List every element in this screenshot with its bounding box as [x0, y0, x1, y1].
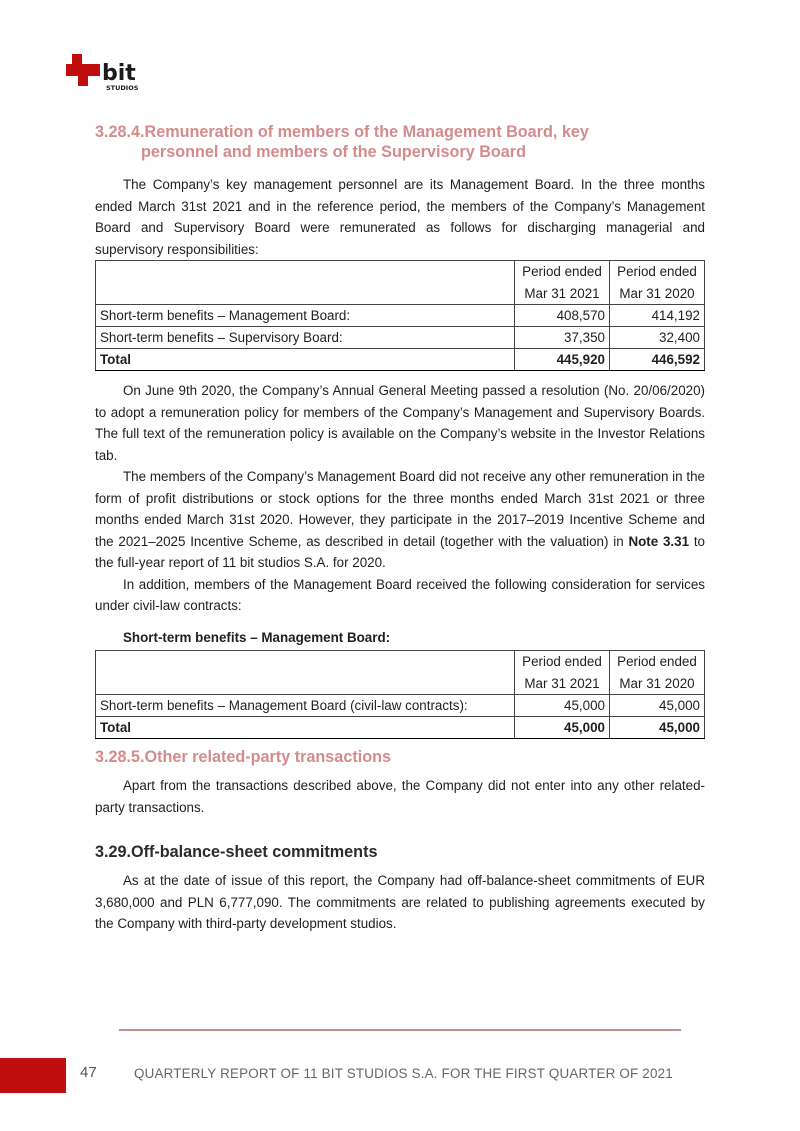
table-header-row: [96, 261, 705, 305]
row-value-2020: 32,400: [610, 327, 705, 349]
paragraph-civil-law: In addition, members of the Management Board received the following consideration for services under civil-law contracts:: [95, 576, 705, 613]
section-heading-related-party: 3.28.5.Other related-party transactions: [95, 748, 391, 766]
heading-line-1: 3.28.4.Remuneration of members of the Management Board, key: [95, 123, 589, 141]
footer-divider: [119, 1029, 681, 1031]
logo-subtext: STUDIOS: [106, 84, 139, 92]
row-value-2021: 37,350: [515, 327, 610, 349]
footer-accent-block: [0, 1058, 66, 1093]
page-number: 47: [80, 1064, 97, 1081]
table-total-row: [96, 349, 705, 371]
table-row: [96, 305, 705, 327]
note-reference: Note 3.31: [628, 533, 690, 549]
total-label: Total: [96, 349, 515, 371]
remuneration-table: [95, 260, 705, 371]
logo-text: bit: [102, 61, 136, 86]
row-value-2020: 45,000: [610, 695, 705, 717]
row-label: Short-term benefits – Management Board (civil-law contracts):: [96, 695, 515, 717]
total-label: Total: [96, 717, 515, 739]
paragraph-off-balance: As at the date of issue of this report, the Company had off-balance-sheet commitments of EUR 3,680,000 and PLN 6,777,090. The commitments are related to publishing agreements executed by the Company with third-party development studios.: [95, 873, 705, 931]
col-header-2020: Period ended Mar 31 2020: [610, 651, 705, 695]
page-content: [95, 122, 705, 935]
row-value-2020: 414,192: [610, 305, 705, 327]
total-value-2021: 445,920: [515, 349, 610, 371]
row-value-2021: 408,570: [515, 305, 610, 327]
paragraph-related-party: Apart from the transactions described above, the Company did not enter into any other related-party transactions.: [95, 778, 705, 815]
col-header-2021: Period ended Mar 31 2021: [515, 261, 610, 305]
row-value-2021: 45,000: [515, 695, 610, 717]
table-row: [96, 695, 705, 717]
civil-law-table: [95, 650, 705, 739]
table-header-blank: [96, 261, 515, 305]
col-header-2020: Period ended Mar 31 2020: [610, 261, 705, 305]
company-logo: [66, 50, 148, 92]
table-total-row: [96, 717, 705, 739]
paragraph-key-personnel: The Company’s key management personnel are its Management Board. In the three months ended March 31st 2021 and in the reference period, the members of the Company’s Management Board and Supervisory Board were remunerated as follows for discharging managerial and supervisory responsibilities:: [95, 177, 705, 257]
row-label: Short-term benefits – Management Board:: [96, 305, 515, 327]
heading-line-2: personnel and members of the Supervisory Board: [141, 143, 526, 161]
table-header-blank: [96, 651, 515, 695]
col-header-2021: Period ended Mar 31 2021: [515, 651, 610, 695]
table-row: [96, 327, 705, 349]
table-header-row: [96, 651, 705, 695]
total-value-2020: 45,000: [610, 717, 705, 739]
section-heading-off-balance: 3.29.Off-balance-sheet commitments: [95, 843, 378, 861]
footer-title: QUARTERLY REPORT OF 11 BIT STUDIOS S.A. FOR THE FIRST QUARTER OF 2021: [134, 1066, 673, 1081]
paragraph-incentive-schemes: The members of the Company’s Management Board did not receive any other remuneration in the form of profit distributions or stock options for the three months ended March 31st 2021 or three months ended March 31st 2020. However, they participate in the 2017–2019 Incentive Scheme and the 2021–2025 Incentive Scheme, as described in detail (together with the valuation) in Note 3.31 to the full-year report of 11 bit studios S.A. for 2020.: [95, 469, 705, 570]
total-value-2021: 45,000: [515, 717, 610, 739]
section-heading-remuneration: [95, 122, 705, 162]
total-value-2020: 446,592: [610, 349, 705, 371]
paragraph-remuneration-policy: On June 9th 2020, the Company’s Annual General Meeting passed a resolution (No. 20/06/2020) to adopt a remuneration policy for members of the Company’s Management and Supervisory Boards. The full text of the remuneration policy is available on the Company’s website in the Investor Relations tab.: [95, 383, 705, 463]
row-label: Short-term benefits – Supervisory Board:: [96, 327, 515, 349]
subheading-short-term-benefits: Short-term benefits – Management Board:: [123, 629, 391, 645]
